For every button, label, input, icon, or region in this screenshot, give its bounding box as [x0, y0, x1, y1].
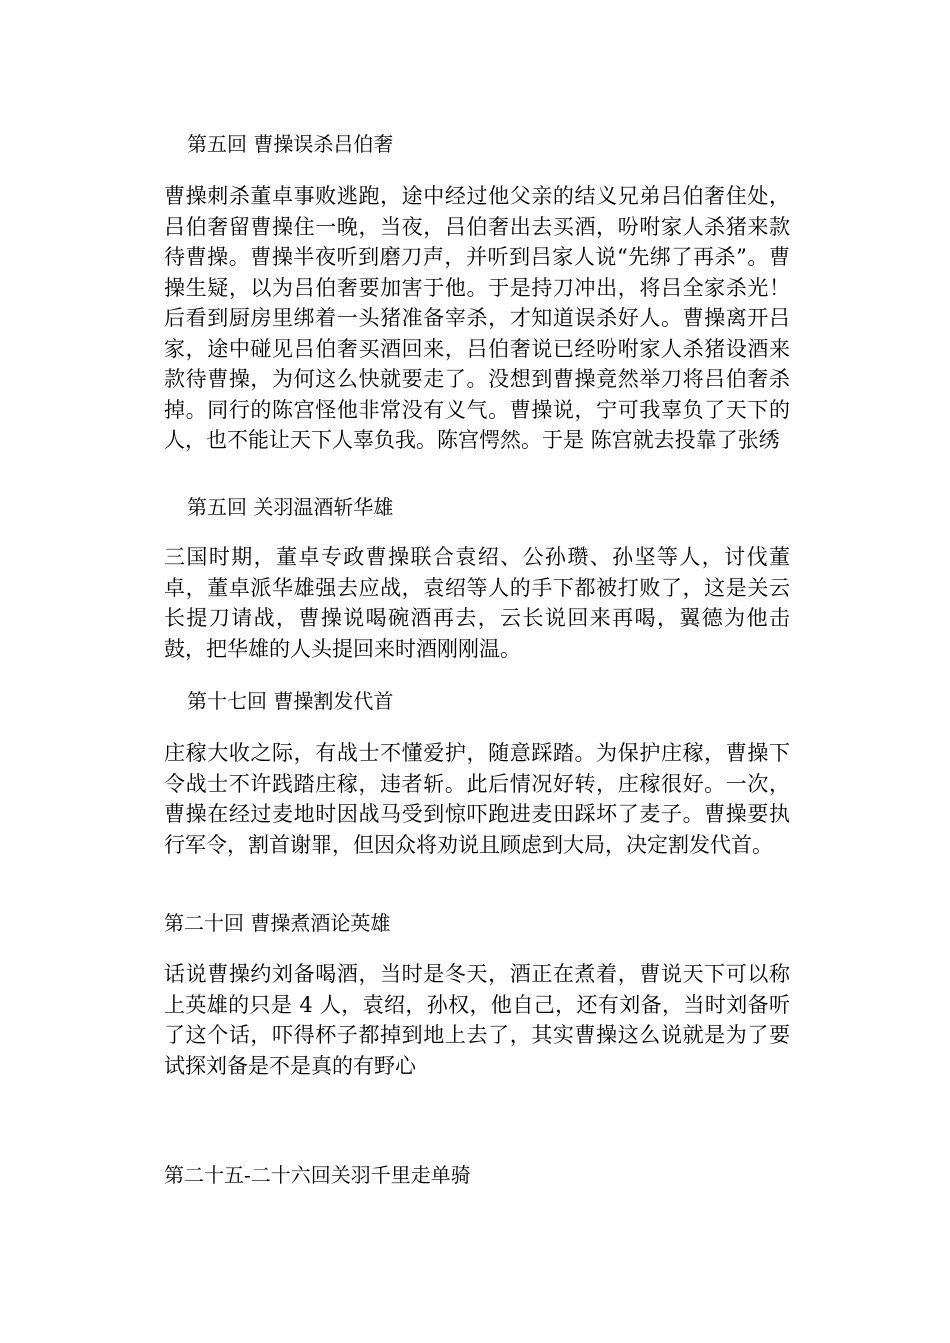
section-heading: 第十七回 曹操割发代首: [187, 689, 394, 713]
section-heading: 第五回 曹操误杀吕伯奢: [187, 132, 394, 156]
section-heading: 第五回 关羽温酒斩华雄: [187, 495, 394, 519]
section-paragraph: 三国时期，董卓专政曹操联合袁绍、公孙瓒、孙坚等人，讨伐董卓，董卓派华雄强去应战，袁绍等人的手下都被打败了，这是关云长提刀请战，曹操说喝碗酒再去，云长说回来再喝，翼德为他击鼓，把华雄的人头提回来时酒刚刚温。: [164, 545, 790, 661]
section-paragraph: 话说曹操约刘备喝酒，当时是冬天，酒正在煮着，曹说天下可以称上英雄的只是 4 人，袁绍，孙权，他自己，还有刘备，当时刘备听了这个话，吓得杯子都掉到地上去了，其实曹操这么说就是为了要试探刘备是不是真的有野心: [164, 962, 790, 1078]
section-paragraph: 庄稼大收之际，有战士不懂爱护，随意踩踏。为保护庄稼，曹操下令战士不许践踏庄稼，违者斩。此后情况好转，庄稼很好。一次，曹操在经过麦地时因战马受到惊吓跑进麦田踩坏了麦子。曹操要执行军令，割首谢罪，但因众将劝说且顾虑到大局，决定割发代首。: [164, 741, 790, 857]
section-heading: 第二十回 曹操煮酒论英雄: [164, 911, 391, 935]
section-paragraph: 曹操刺杀董卓事败逃跑，途中经过他父亲的结义兄弟吕伯奢住处，吕伯奢留曹操住一晚，当夜，吕伯奢出去买酒，吩咐家人杀猪来款待曹操。曹操半夜听到磨刀声，并听到吕家人说“先绑了再杀”。曹操生疑，以为吕伯奢要加害于他。于是持刀冲出，将吕全家杀光！后看到厨房里绑着一头猪准备宰杀，才知道误杀好人。曹操离开吕家，途中碰见吕伯奢买酒回来，吕伯奢说已经吩咐家人杀猪设酒来款待曹操，为何这么快就要走了。没想到曹操竟然举刀将吕伯奢杀掉。同行的陈宫怪他非常没有义气。曹操说，宁可我辜负了天下的人，也不能让天下人辜负我。陈宫愕然。于是 陈宫就去投靠了张绣: [164, 184, 790, 452]
section-heading: 第二十五-二十六回关羽千里走单骑: [164, 1163, 471, 1187]
